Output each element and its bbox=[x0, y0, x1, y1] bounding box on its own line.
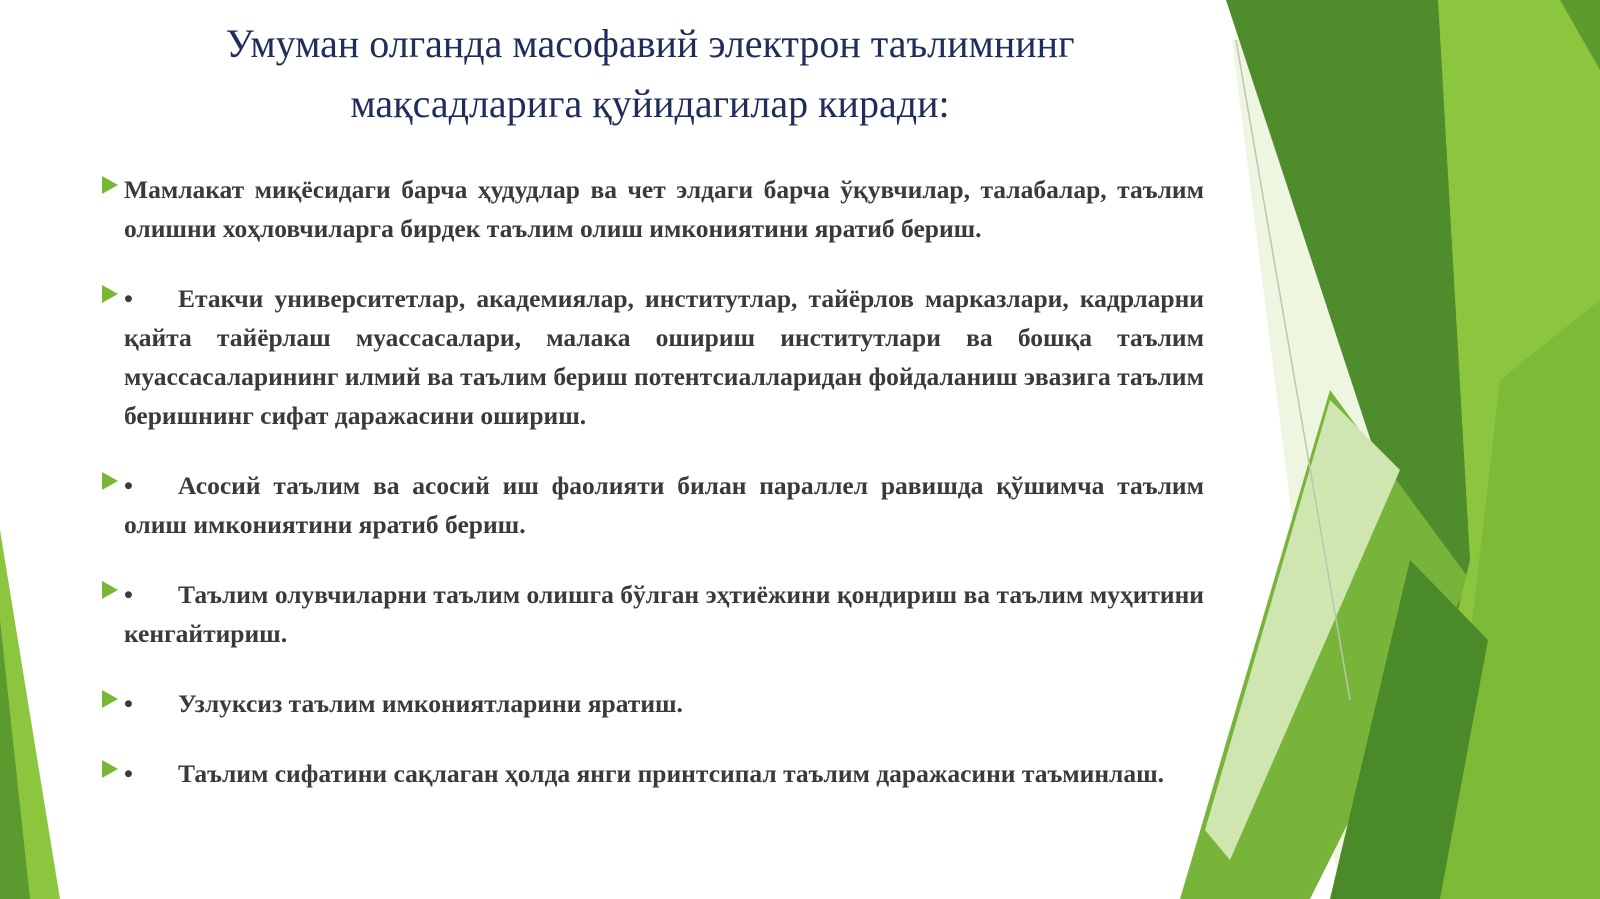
bullet-list bbox=[100, 170, 1204, 824]
inner-bullet-dot: • bbox=[124, 689, 133, 718]
slide-title bbox=[120, 14, 1180, 134]
slide-title-line-2: мақсадларига қуйидагилар киради: bbox=[350, 81, 950, 126]
green-triangle-bullet-icon bbox=[102, 176, 118, 194]
bullet-text: Узлуксиз таълим имкониятларини яратиш. bbox=[178, 689, 683, 718]
green-triangle-bullet-icon bbox=[102, 760, 118, 778]
list-item bbox=[100, 279, 1204, 435]
green-triangle-bullet-icon bbox=[102, 581, 118, 599]
inner-bullet-dot: • bbox=[124, 471, 133, 500]
green-triangle-bullet-icon bbox=[102, 472, 118, 490]
list-item bbox=[100, 684, 1204, 723]
list-item bbox=[100, 575, 1204, 653]
list-item bbox=[100, 170, 1204, 248]
green-triangle-bullet-icon bbox=[102, 690, 118, 708]
inner-bullet-dot: • bbox=[124, 284, 133, 313]
bullet-text: Таълим сифатини сақлаган ҳолда янги принтсипал таълим даражасини таъминлаш. bbox=[178, 759, 1165, 788]
list-item bbox=[100, 466, 1204, 544]
green-triangle-bullet-icon bbox=[102, 285, 118, 303]
bullet-text: Асосий таълим ва асосий иш фаолияти билан параллел равишда қўшимча таълим олиш имкониятини яратиб бериш. bbox=[124, 471, 1204, 539]
inner-bullet-dot: • bbox=[124, 759, 133, 788]
list-item bbox=[100, 754, 1204, 793]
bullet-text: Етакчи университетлар, академиялар, институтлар, тайёрлов марказлари, кадрларни қайта тайёрлаш муассасалари, малака ошириш институтлари ва бошқа таълим муассасаларининг илмий ва таълим бериш потентсиалларидан фойдаланиш эвазига таълим беришнинг сифат даражасини ошириш. bbox=[124, 284, 1204, 430]
bullet-text: Мамлакат миқёсидаги барча ҳудудлар ва чет элдаги барча ўқувчилар, талабалар, таълим олишни хоҳловчиларга бирдек таълим олиш имкониятини яратиб бериш. bbox=[124, 175, 1204, 243]
bullet-text: Таълим олувчиларни таълим олишга бўлган эҳтиёжини қондириш ва таълим муҳитини кенгайтириш. bbox=[124, 580, 1204, 648]
slide-title-line-1: Умуман олганда масофавий электрон таълимнинг bbox=[225, 21, 1075, 66]
inner-bullet-dot: • bbox=[124, 580, 133, 609]
